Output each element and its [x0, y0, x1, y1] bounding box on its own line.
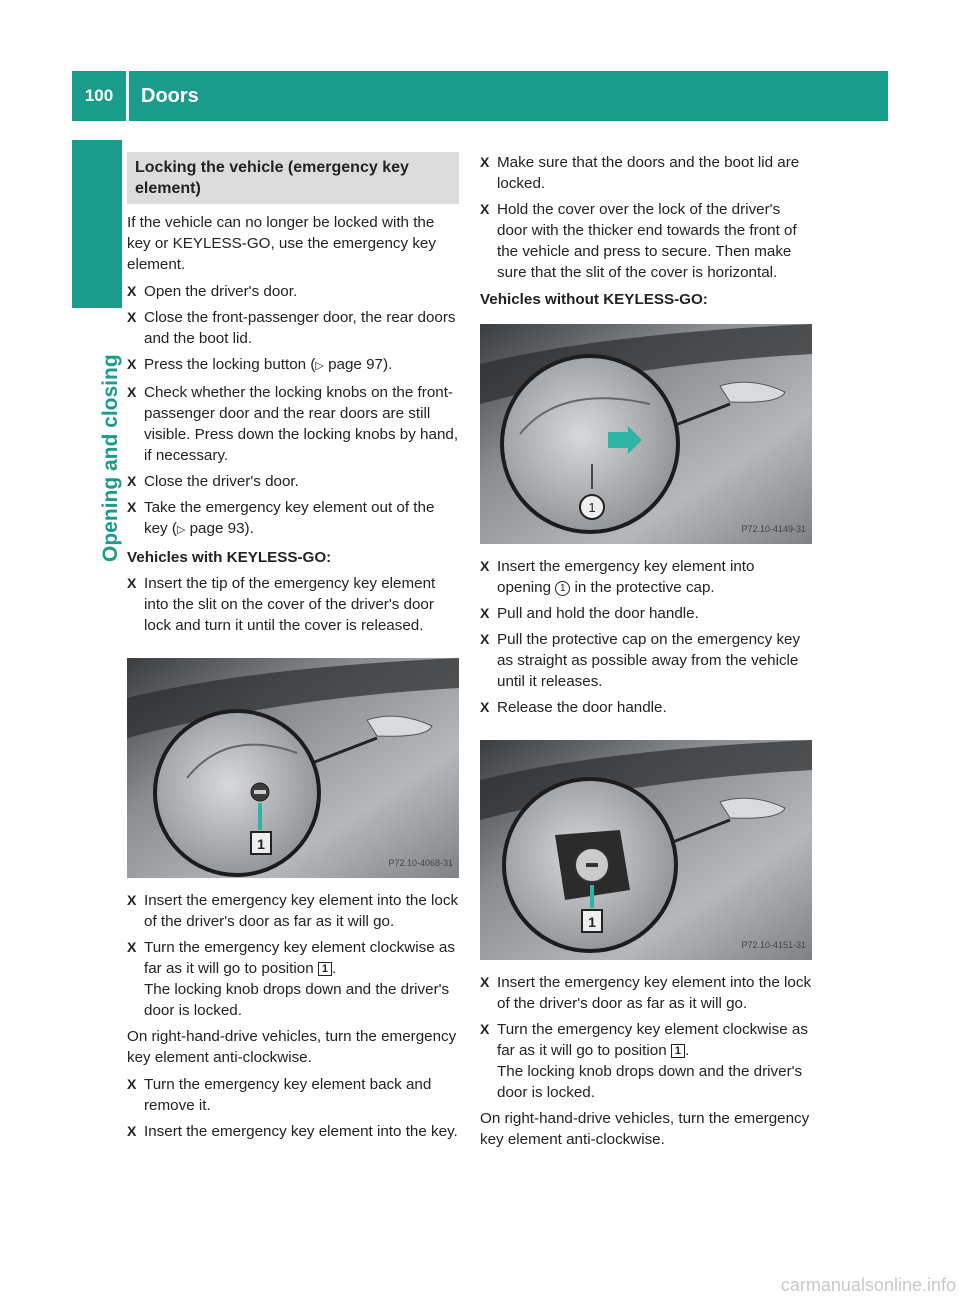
position-marker: 1 — [555, 581, 570, 596]
bullet-icon: X — [127, 892, 137, 908]
step-text: . — [332, 960, 337, 977]
chapter-label: Opening and closing — [99, 354, 122, 562]
instruction-step — [127, 1121, 459, 1142]
instruction-step — [480, 697, 812, 718]
instruction-step — [127, 1074, 459, 1116]
exposed-lock-illustration — [480, 740, 812, 960]
instruction-step — [480, 629, 812, 692]
instruction-step — [127, 471, 459, 492]
watermark: carmanualsonline.info — [780, 1275, 956, 1295]
page-number: 100 — [84, 86, 114, 105]
bullet-icon: X — [127, 499, 137, 515]
instruction-step — [480, 972, 812, 1014]
step-text: Release the door handle. — [497, 699, 667, 716]
step-result: The locking knob drops down and the driver's door is locked. — [144, 981, 450, 1019]
step-text: Press the locking button ( — [144, 356, 316, 373]
page-ref-icon[interactable]: ▷ — [176, 524, 186, 536]
figure-code: P72.10-4068-31 — [388, 858, 453, 868]
instruction-step — [480, 603, 812, 624]
bullet-icon: X — [127, 1123, 137, 1139]
instruction-step — [127, 497, 459, 541]
step-text: Close the driver's door. — [144, 473, 299, 490]
step-result: The locking knob drops down and the driver's door is locked. — [497, 1063, 803, 1101]
bullet-icon: X — [480, 974, 490, 990]
page-ref-link[interactable]: page 93). — [185, 520, 254, 537]
figure-marker: 1 — [257, 836, 265, 852]
step-text: Turn the emergency key element clockwise as far as it will go to position — [144, 939, 455, 977]
instruction-step — [127, 307, 459, 349]
intro-paragraph: If the vehicle can no longer be locked with the key or KEYLESS-GO, use the emergency key element. — [127, 214, 436, 273]
bullet-icon: X — [127, 283, 137, 299]
step-text: Close the front-passenger door, the rear doors and the boot lid. — [144, 309, 456, 347]
step-text: Insert the emergency key element into opening — [497, 558, 755, 596]
instruction-step — [127, 573, 459, 636]
step-text: Turn the emergency key element back and remove it. — [144, 1076, 432, 1114]
step-text: Turn the emergency key element clockwise as far as it will go to position — [497, 1021, 808, 1059]
figure-exposed-lock — [480, 740, 812, 960]
figure-protective-cap — [480, 324, 812, 544]
bullet-icon: X — [480, 558, 490, 574]
rhd-note: On right-hand-drive vehicles, turn the emergency key element anti-clockwise. — [480, 1110, 810, 1148]
step-text: Check whether the locking knobs on the front-passenger door and the rear doors are still visible. Press down the locking knobs by hand, if necessary. — [144, 384, 459, 464]
bullet-icon: X — [480, 631, 490, 647]
bullet-icon: X — [127, 1076, 137, 1092]
header-separator — [126, 71, 129, 121]
instruction-step — [127, 937, 459, 1021]
bullet-icon: X — [127, 356, 137, 372]
step-text: . — [685, 1042, 690, 1059]
heading-line: Locking the vehicle (emergency key — [135, 159, 409, 176]
instruction-step — [480, 556, 812, 598]
section-title: Doors — [141, 84, 199, 107]
bullet-icon: X — [127, 384, 137, 400]
position-marker: 1 — [671, 1044, 685, 1058]
instruction-step — [127, 354, 459, 377]
subheading: Vehicles without KEYLESS-GO: — [480, 291, 708, 308]
door-lock-illustration — [127, 658, 459, 878]
figure-keyless-go-lock — [127, 658, 459, 878]
bullet-icon: X — [480, 1021, 490, 1037]
figure-code: P72.10-4151-31 — [741, 940, 806, 950]
step-text: Insert the emergency key element into the key. — [144, 1123, 458, 1140]
instruction-step — [480, 152, 812, 194]
step-text: Insert the tip of the emergency key element into the slit on the cover of the driver's door lock and turn it until the cover is released. — [144, 575, 436, 634]
section-heading — [127, 152, 459, 204]
subheading: Vehicles with KEYLESS-GO: — [127, 549, 332, 566]
step-text: Take the emergency key element out of the key ( — [144, 499, 435, 537]
left-column — [127, 152, 459, 1147]
bullet-icon: X — [127, 473, 137, 489]
bullet-icon: X — [480, 201, 490, 217]
protective-cap-illustration — [480, 324, 812, 544]
bullet-icon: X — [127, 575, 137, 591]
bullet-icon: X — [127, 939, 137, 955]
instruction-step — [480, 199, 812, 283]
figure-marker: 1 — [588, 500, 596, 515]
position-marker: 1 — [318, 962, 332, 976]
figure-code: P72.10-4149-31 — [741, 524, 806, 534]
step-text: Hold the cover over the lock of the driver's door with the thicker end towards the front of the vehicle and press to secure. Then make sure that the slit of the cover is horizontal. — [497, 201, 797, 281]
step-text: Pull the protective cap on the emergency key as straight as possible away from the vehicle until it releases. — [497, 631, 801, 690]
page-ref-link[interactable]: page 97). — [323, 356, 393, 373]
step-text: Open the driver's door. — [144, 283, 298, 300]
bullet-icon: X — [480, 154, 490, 170]
instruction-step — [127, 890, 459, 932]
right-column — [480, 152, 812, 1156]
page-ref-icon[interactable]: ▷ — [315, 360, 324, 372]
instruction-step — [480, 1019, 812, 1103]
bullet-icon: X — [480, 605, 490, 621]
rhd-note: On right-hand-drive vehicles, turn the emergency key element anti-clockwise. — [127, 1028, 457, 1066]
step-text: Insert the emergency key element into the lock of the driver's door as far as it will go. — [144, 892, 459, 930]
step-text: Pull and hold the door handle. — [497, 605, 699, 622]
instruction-step — [127, 382, 459, 466]
bullet-icon: X — [127, 309, 137, 325]
step-text: Insert the emergency key element into the lock of the driver's door as far as it will go. — [497, 974, 812, 1012]
bullet-icon: X — [480, 699, 490, 715]
figure-marker: 1 — [588, 914, 596, 930]
step-text: Make sure that the doors and the boot lid are locked. — [497, 154, 800, 192]
heading-line: element) — [135, 180, 201, 197]
step-text: in the protective cap. — [570, 579, 715, 596]
chapter-tab — [72, 140, 122, 308]
instruction-step — [127, 281, 459, 302]
